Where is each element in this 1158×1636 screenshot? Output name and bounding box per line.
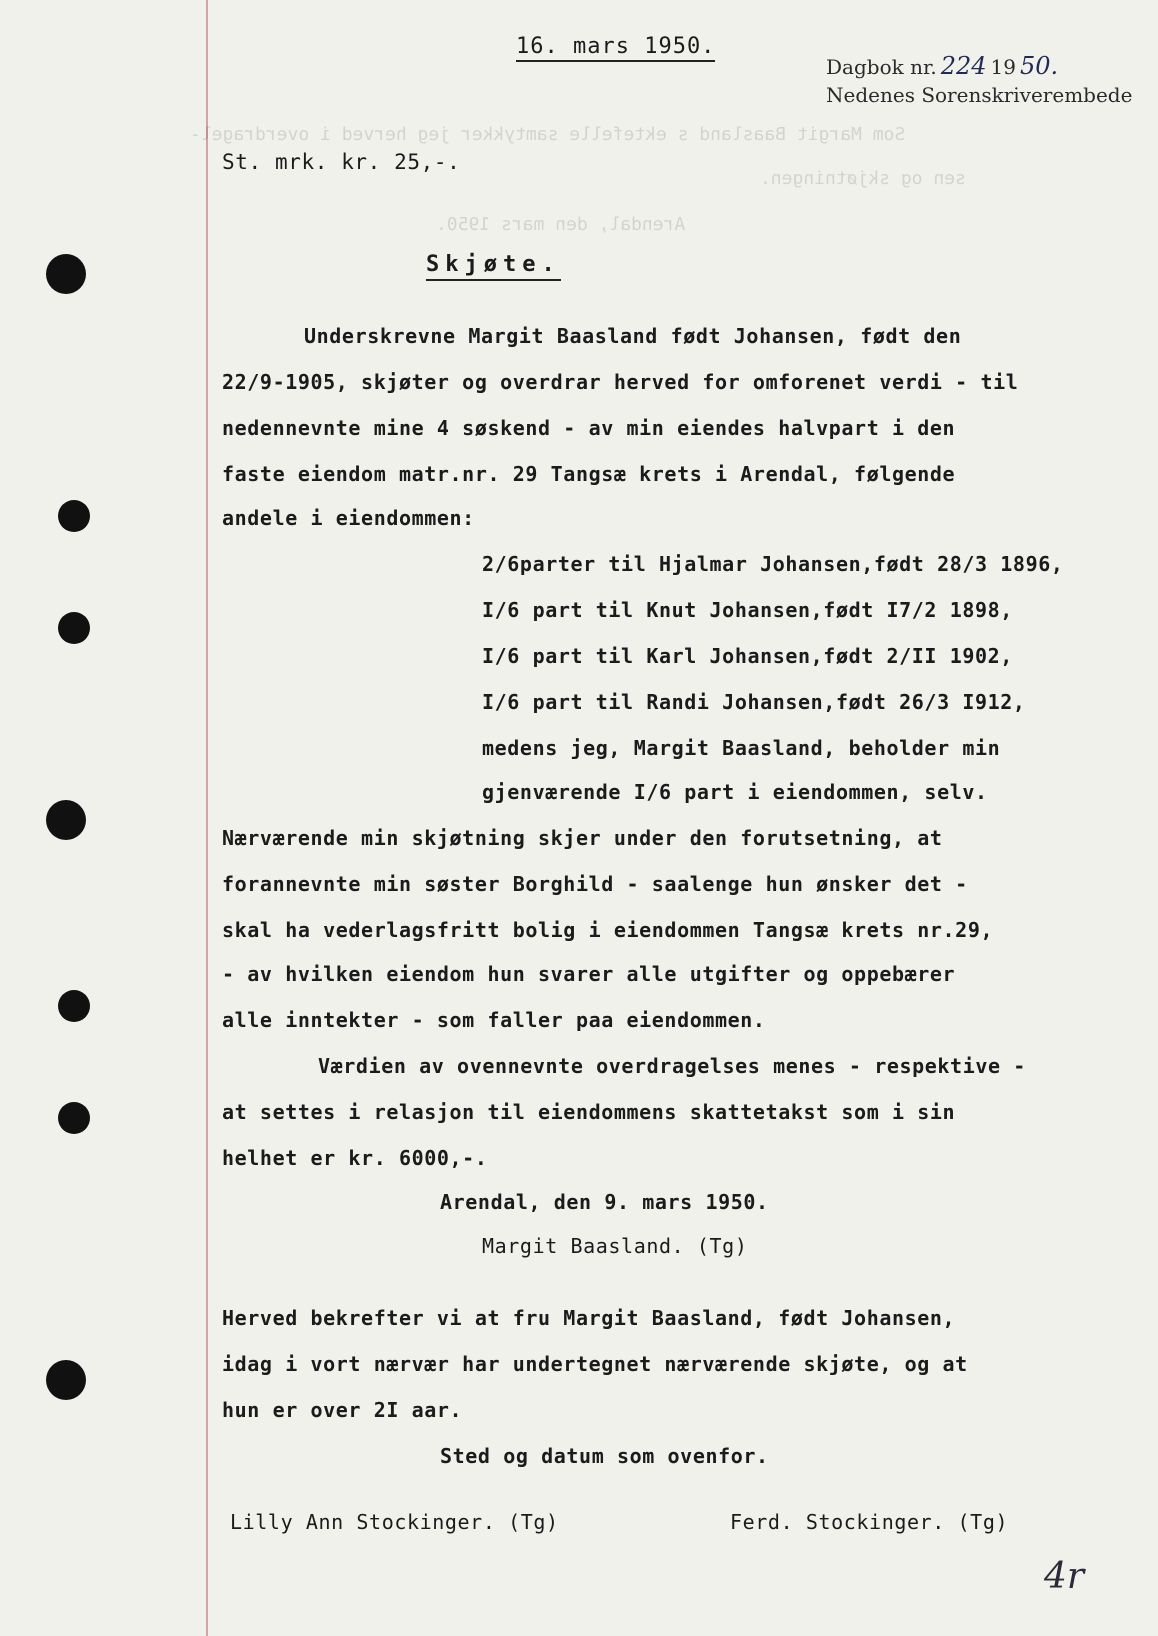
bleed-through-text: Arendal, den mars 1950. bbox=[436, 214, 686, 235]
witness-line: hun er over 2I aar. bbox=[222, 1398, 463, 1422]
stamp-prefix: Dagbok nr. bbox=[826, 55, 937, 79]
punch-hole bbox=[46, 254, 86, 294]
stamp-duty: St. mrk. kr. 25,-. bbox=[222, 150, 461, 174]
registry-stamp bbox=[826, 52, 1132, 109]
share-line: I/6 part til Karl Johansen,født 2/II 1902, bbox=[482, 644, 1013, 668]
condition-line: Nærværende min skjøtning skjer under den forutsetning, at bbox=[222, 826, 943, 850]
share-line: I/6 part til Randi Johansen,født 26/3 I912, bbox=[482, 690, 1026, 714]
punch-hole bbox=[58, 500, 90, 532]
witness-signature-1: Lilly Ann Stockinger. (Tg) bbox=[230, 1510, 559, 1534]
signer-name: Margit Baasland. (Tg) bbox=[482, 1234, 748, 1258]
witness-signature-2: Ferd. Stockinger. (Tg) bbox=[730, 1510, 1009, 1534]
punch-hole bbox=[58, 1102, 90, 1134]
value-line: at settes i relasjon til eiendommens skattetakst som i sin bbox=[222, 1100, 956, 1124]
punch-hole bbox=[58, 990, 90, 1022]
stamp-office: Nedenes Sorenskriverembede bbox=[826, 83, 1133, 107]
margin-line bbox=[206, 0, 208, 1636]
bleed-through-text: Som Margit Baasland s ektefelle samtykker jeg herved i overdragel- bbox=[190, 124, 906, 145]
punch-hole bbox=[46, 1360, 86, 1400]
stamp-year-suffix: 50. bbox=[1019, 52, 1059, 80]
punch-hole bbox=[58, 612, 90, 644]
punch-hole bbox=[46, 800, 86, 840]
share-line: I/6 part til Knut Johansen,født I7/2 1898, bbox=[482, 598, 1013, 622]
place-date: Arendal, den 9. mars 1950. bbox=[440, 1190, 769, 1214]
place-reference: Sted og datum som ovenfor. bbox=[440, 1444, 769, 1468]
condition-line: skal ha vederlagsfritt bolig i eiendommen Tangsæ krets nr.29, bbox=[222, 918, 994, 942]
witness-line: idag i vort nærvær har undertegnet nærværende skjøte, og at bbox=[222, 1352, 968, 1376]
condition-line: - av hvilken eiendom hun svarer alle utgifter og oppebærer bbox=[222, 962, 956, 986]
share-line: medens jeg, Margit Baasland, beholder min bbox=[482, 736, 1001, 760]
body-line: 22/9-1905, skjøter og overdrar herved for omforenet verdi - til bbox=[222, 370, 1019, 394]
value-line: Værdien av ovennevnte overdragelses menes - respektive - bbox=[318, 1054, 1026, 1078]
value-line: helhet er kr. 6000,-. bbox=[222, 1146, 488, 1170]
condition-line: alle inntekter - som faller paa eiendommen. bbox=[222, 1008, 766, 1032]
body-line: andele i eiendommen: bbox=[222, 506, 475, 530]
body-line: faste eiendom matr.nr. 29 Tangsæ krets i Arendal, følgende bbox=[222, 462, 956, 486]
handwritten-initial: 4r bbox=[1044, 1556, 1085, 1597]
share-line: gjenværende I/6 part i eiendommen, selv. bbox=[482, 780, 988, 804]
stamp-number: 224 bbox=[940, 52, 987, 80]
body-line: Underskrevne Margit Baasland født Johansen, født den bbox=[304, 324, 962, 348]
stamp-year-prefix: 19 bbox=[990, 55, 1016, 79]
body-line: nedennevnte mine 4 søskend - av min eiendes halvpart i den bbox=[222, 416, 956, 440]
share-line: 2/6parter til Hjalmar Johansen,født 28/3 1896, bbox=[482, 552, 1064, 576]
witness-line: Herved bekrefter vi at fru Margit Baasland, født Johansen, bbox=[222, 1306, 956, 1330]
header-date: 16. mars 1950. bbox=[516, 34, 715, 62]
condition-line: forannevnte min søster Borghild - saalenge hun ønsker det - bbox=[222, 872, 968, 896]
document-title: Skjøte. bbox=[426, 252, 561, 281]
bleed-through-text: sen og skjøtningen. bbox=[760, 168, 966, 189]
